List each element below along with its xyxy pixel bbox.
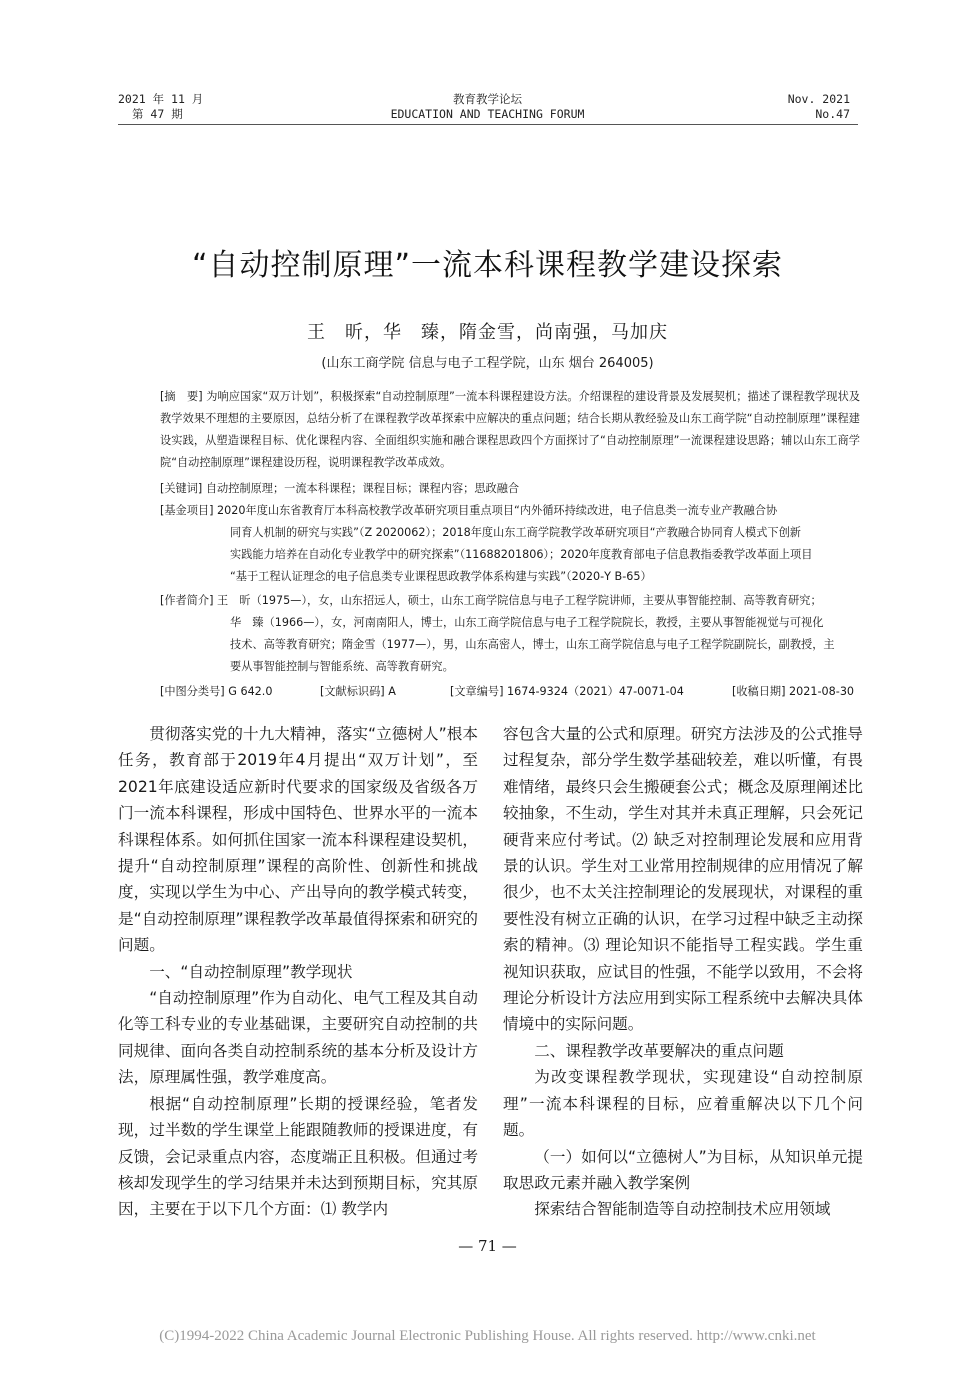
- article-number: [文章编号] 1674-9324（2021）47-0071-04: [450, 685, 684, 698]
- author-bio-line: 华 臻（1966—），女，河南南阳人，博士，山东工商学院信息与电子工程学院院长，教授，主要从事智能视觉与可视化: [230, 616, 824, 629]
- fund-line: 2020年度山东省教育厅本科高校教学改革研究项目重点项目“内外循环持续改进，电子信息类一流专业产教融合协: [217, 504, 778, 517]
- received-date: [收稿日期] 2021-08-30: [732, 685, 855, 698]
- abstract-text: 为响应国家“双万计划”，积极探索“自动控制原理”一流本科课程建设方法。介绍课程的建设背景及发展契机；描述了课程教学现状及教学效果不理想的主要原因，总结分析了在课程教学改革探索中应解决的重点问题；结合长期从教经验及山东工商学院“自动控制原理”课程建设实践，从塑造课程目标、优化课程内容、全面组织实施和融合课程思政四个方面探讨了“自动控制原理”一流课程建设思路；辅以山东工商学院“自动控制原理”课程建设历程，说明课程教学改革成效。: [160, 390, 861, 469]
- body-paragraph: “自动控制原理”作为自动化、电气工程及其自动化等工科专业的专业基础课，主要研究自动控制的共同规律、面向各类自动控制系统的基本分析及设计方法，原理属性强，教学难度高。: [118, 989, 478, 1087]
- keywords-label: [关键词]: [160, 482, 203, 495]
- affiliation: (山东工商学院 信息与电子工程学院，山东 烟台 264005): [321, 356, 654, 371]
- journal-name-cn: 教育教学论坛: [453, 92, 522, 106]
- header-issue-number-en: No.47: [815, 107, 850, 121]
- abstract-label: [摘 要]: [160, 390, 203, 403]
- keywords-block: [160, 478, 860, 500]
- author-bio-label: [作者简介]: [160, 594, 214, 607]
- copyright-footer: (C)1994-2022 China Academic Journal Electronic Publishing House. All rights reserved. http://www.cnki.net: [159, 1328, 816, 1344]
- journal-name-en: EDUCATION AND TEACHING FORUM: [390, 107, 585, 121]
- section-heading: 一、“自动控制原理”教学现状: [149, 962, 353, 981]
- clc-number: [中图分类号] G 642.0: [160, 685, 273, 698]
- header-divider: [118, 124, 858, 125]
- fund-block: [160, 500, 860, 588]
- body-paragraph: 贯彻落实党的十九大精神，落实“立德树人”根本任务，教育部于2019年4月提出“双万计划”，至2021年底建设适应新时代要求的国家级及省级各万门一流本科课程，形成中国特色、世界水平的一流本科课程体系。如何抓住国家一流本科课程建设契机，提升“自动控制原理”课程的高阶性、创新性和挑战度，实现以学生为中心、产出导向的教学模式转变，是“自动控制原理”课程教学改革最值得探索和研究的问题。: [118, 725, 478, 955]
- fund-line: “基于工程认证理念的电子信息类专业课程思政教学体系构建与实践”（2020-Y B-65）: [230, 570, 652, 583]
- section-heading: 二、课程教学改革要解决的重点问题: [534, 1041, 784, 1060]
- keywords-text: 自动控制原理；一流本科课程；课程目标；课程内容；思政融合: [205, 482, 520, 495]
- fund-line: 实践能力培养在自动化专业教学中的研究探索”（11688201806）；2020年度教育部电子信息教指委教学改革面上项目: [230, 548, 813, 561]
- author-bio-block: [160, 590, 860, 678]
- author-bio-line: 技术、高等教育研究；隋金雪（1977—），男，山东高密人，博士，山东工商学院信息与电子工程学院副院长，副教授，主: [230, 638, 835, 651]
- abstract-block: [160, 386, 860, 474]
- body-paragraph: 探索结合智能制造等自动控制技术应用领域: [534, 1200, 831, 1219]
- body-column-right: [503, 721, 863, 1223]
- header-date-en: Nov. 2021: [787, 92, 850, 106]
- author-bio-line: 要从事智能控制与智能系统、高等教育研究。: [230, 660, 454, 673]
- header-issue-en: [788, 92, 850, 122]
- body-paragraph: 为改变课程教学现状，实现建设“自动控制原理”一流本科课程的目标，应着重解决以下几个问题。: [503, 1068, 863, 1140]
- author-bio-line: 王 昕（1975—），女，山东招远人，硕士，山东工商学院信息与电子工程学院讲师，主要从事智能控制、高等教育研究；: [217, 594, 822, 607]
- body-paragraph: 根据“自动控制原理”长期的授课经验，笔者发现，过半数的学生课堂上能跟随教师的授课进度，有反馈，会记录重点内容，态度端正且积极。但通过考核却发现学生的学习结果并未达到预期目标，究其原因，主要在于以下几个方面：⑴ 教学内: [118, 1094, 478, 1219]
- body-paragraph: 容包含大量的公式和原理。研究方法涉及的公式推导过程复杂，部分学生数学基础较差，难以听懂，有畏难情绪，最终只会生搬硬套公式；概念及原理阐述比较抽象，不生动，学生对其并未真正理解，只会死记硬背来应付考试。⑵ 缺乏对控制理论发展和应用背景的认识。学生对工业常用控制规律的应用情况了解很少，也不太关注控制理论的发展现状，对课程的重要性没有树立正确的认识，在学习过程中缺乏主动探索的精神。⑶ 理论知识不能指导工程实践。学生重视知识获取，应试目的性强，不能学以致用，不会将理论分析设计方法应用到实际工程系统中去解决具体情境中的实际问题。: [503, 725, 863, 1034]
- header-date-cn: 2021 年 11 月: [118, 92, 204, 106]
- subsection-heading: （一）如何以“立德树人”为目标，从知识单元提取思政元素并融入教学案例: [503, 1147, 863, 1192]
- document-code: [文献标识码] A: [320, 685, 396, 698]
- body-column-left: [118, 721, 478, 1223]
- page-number: — 71 —: [458, 1237, 517, 1255]
- fund-label: [基金项目]: [160, 504, 214, 517]
- author-list: 王 昕，华 臻，隋金雪，尚南强，马加庆: [307, 322, 668, 343]
- fund-line: 同育人机制的研究与实践”（Z 2020062）；2018年度山东工商学院教学改革研究项目“产教融合协同育人模式下创新: [230, 526, 801, 539]
- article-title: “自动控制原理”一流本科课程教学建设探索: [191, 248, 784, 283]
- header-issue-number-cn: 第 47 期: [132, 107, 183, 121]
